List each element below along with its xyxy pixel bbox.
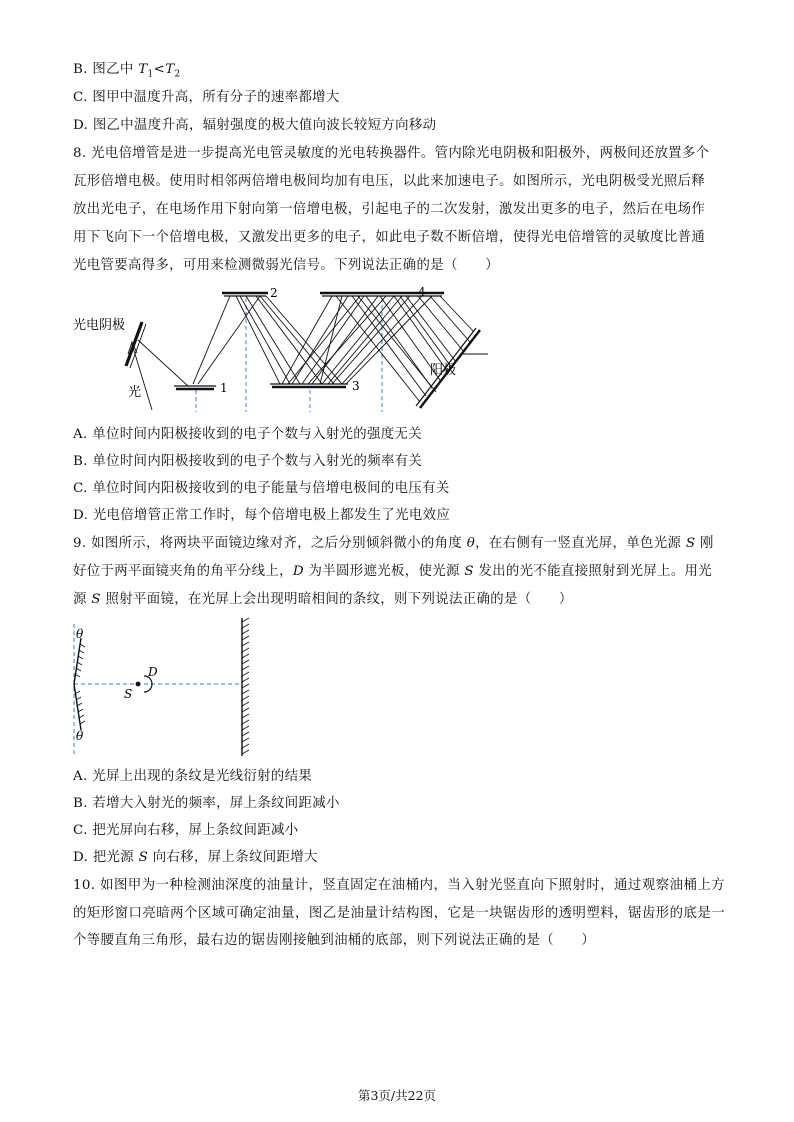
double-mirror-figure — [64, 614, 264, 759]
q9-stem-line: 好位于两平面镜夹角的角平分线上，D 为半圆形遮光板，使光源 S 发出的光不能直接照射到光屏上。用光 — [73, 564, 713, 579]
page-footer: 第3页/共22页 — [357, 1088, 437, 1103]
q8-stem-line: 8. 光电倍增管是进一步提高光电管灵敏度的光电转换器件。管内除光电阴极和阳极外，两极间还放置多个 — [73, 146, 710, 161]
light-label: 光 — [128, 385, 142, 400]
dynode-1-label: 1 — [220, 381, 228, 395]
q8-stem-line: 放出光电子，在电场作用下射向第一倍增电极，引起电子的二次发射，激发出更多的电子，然后在电场作 — [73, 202, 706, 217]
q7-option-c: C. 图甲中温度升高，所有分子的速率都增大 — [73, 90, 340, 105]
dynode-3 — [270, 384, 348, 387]
dynode-2-label: 2 — [270, 286, 278, 300]
q8-stem-line: 光电管要高得多，可用来检测微弱光信号。下列说法正确的是（ ） — [73, 258, 499, 273]
dynode-2 — [222, 293, 268, 296]
cathode-label: 光电阴极 — [73, 318, 126, 333]
dynode-1 — [174, 386, 216, 389]
theta-bottom-label: θ — [76, 729, 84, 743]
q9-option-d: D. 把光源 S 向右移，屏上条纹间距增大 — [73, 850, 318, 865]
q8-stem-line: 用下飞向下一个倍增电极，又激发出更多的电子，如此电子数不断倍增，使得光电倍增管的灵敏度比普通 — [73, 230, 706, 245]
dynode-4-label: 4 — [418, 285, 426, 299]
anode-label: 阳极 — [430, 363, 457, 378]
q7-option-d: D. 图乙中温度升高，辐射强度的极大值向波长较短方向移动 — [73, 118, 437, 133]
q8-option-a: A. 单位时间内阳极接收到的电子个数与入射光的强度无关 — [73, 427, 423, 442]
light-source — [136, 682, 141, 687]
q10-stem: 10. 如图甲为一种检测油深度的油量计，竖直固定在油桶内，当入射光竖直向下照射时，通过观察油桶上方的矩形窗口亮暗两个区域可确定油量，图乙是油量计结构图，它是一块锯齿形的透明塑料，锯齿形的底是一个等腰直角三角形，最右边的锯齿刚接触到油桶的底部，则下列说法正确的是（ ） — [73, 878, 725, 948]
q9-option-a: A. 光屏上出现的条纹是光线衍射的结果 — [73, 769, 313, 784]
q8-option-b: B. 单位时间内阳极接收到的电子个数与入射光的频率有关 — [73, 454, 423, 469]
theta-top-label: θ — [76, 627, 84, 641]
shield-label: D — [148, 665, 158, 679]
source-label: S — [124, 687, 133, 701]
dynode-3-label: 3 — [352, 379, 360, 393]
q7-option-b: B. 图乙中 $T_1<T_2$ — [73, 62, 181, 80]
q9-stem-line: 9. 如图所示，将两块平面镜边缘对齐，之后分别倾斜微小的角度 θ，在右侧有一竖直光屏，单色光源 S 刚 — [73, 536, 714, 551]
light-screen — [242, 618, 249, 756]
q8-stem-line: 瓦形倍增电极。使用时相邻两倍增电极间均加有电压，以此来加速电子。如图所示，光电阴极受光照后释 — [73, 174, 706, 189]
lower-mirror — [74, 684, 85, 730]
upper-mirror — [74, 638, 85, 684]
q9-stem-line: 源 S 照射平面镜，在光屏上会出现明暗相间的条纹，则下列说法正确的是（ ） — [73, 592, 573, 607]
q8-option-d: D. 光电倍增管正常工作时，每个倍增电极上都发生了光电效应 — [73, 508, 451, 523]
photocathode — [126, 322, 142, 366]
q8-option-c: C. 单位时间内阳极接收到的电子能量与倍增电极间的电压有关 — [73, 481, 450, 496]
electron-path — [138, 340, 188, 386]
photomultiplier-figure — [60, 282, 500, 414]
q9-option-b: B. 若增大入射光的频率，屏上条纹间距减小 — [73, 796, 340, 811]
q9-option-c: C. 把光屏向右移，屏上条纹间距减小 — [73, 823, 299, 838]
